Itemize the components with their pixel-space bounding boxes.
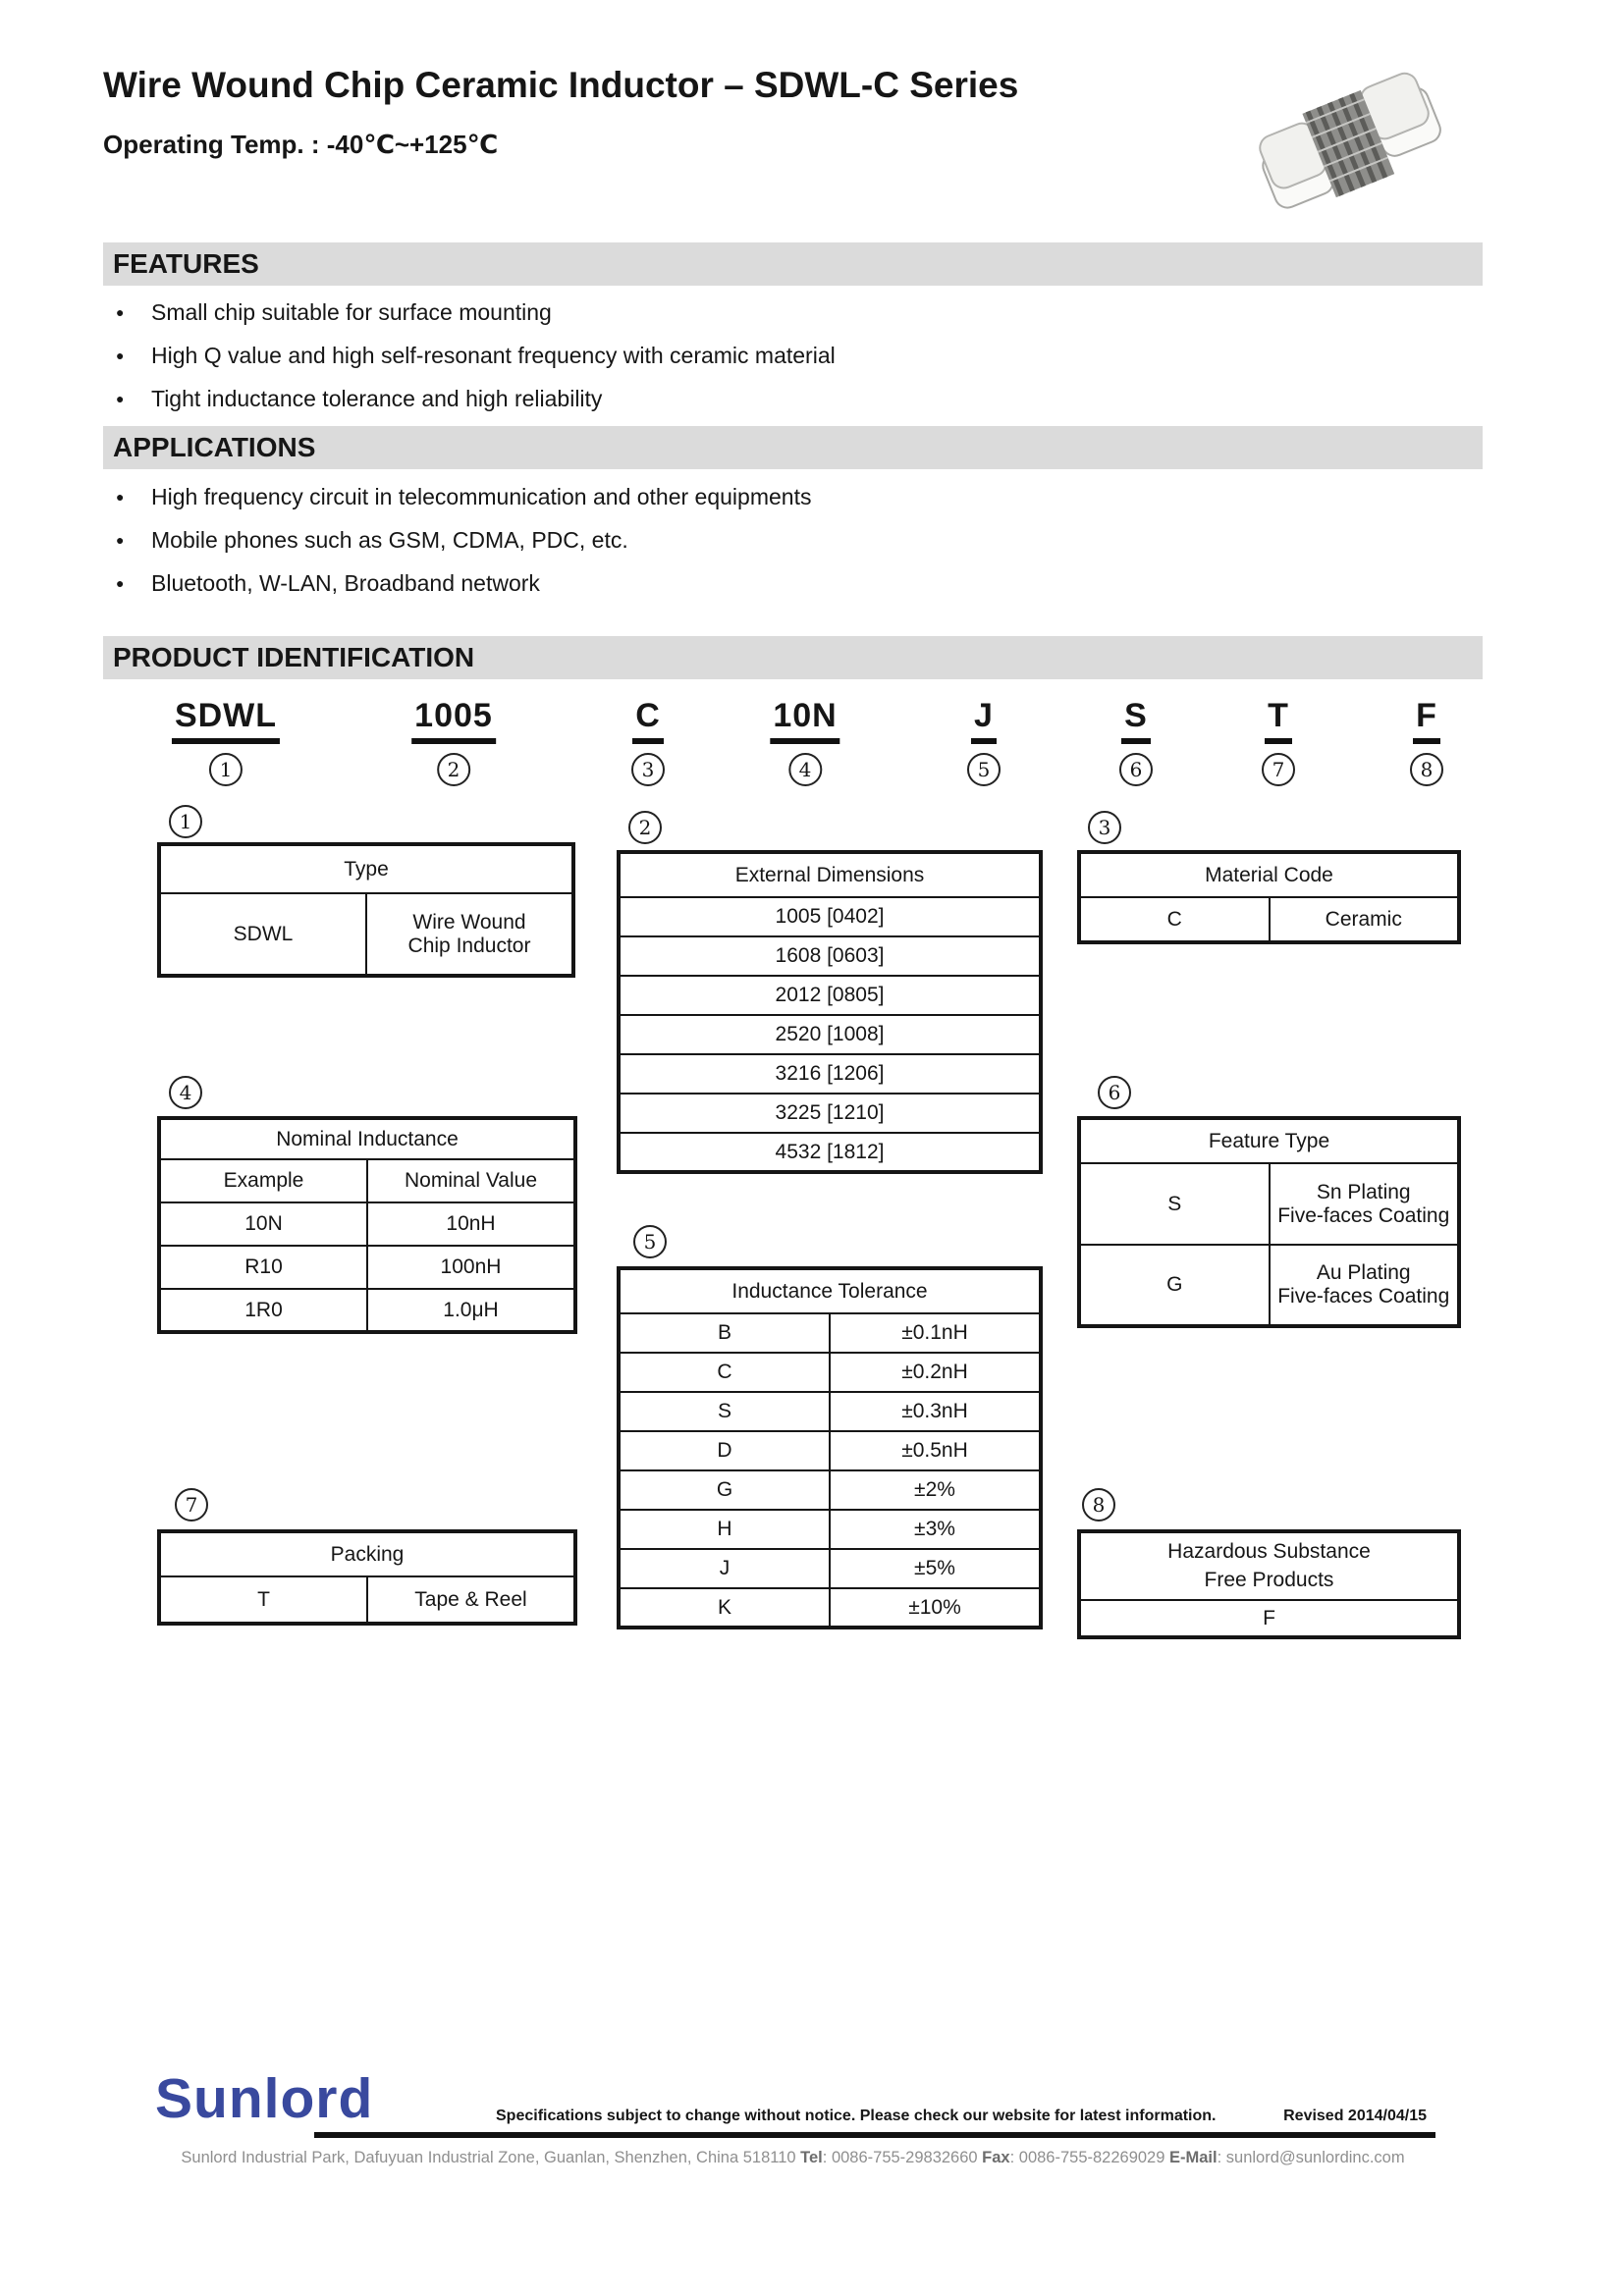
part-code-text: T [1265,697,1292,744]
circled-number: 2 [437,753,470,786]
part-code-segment [631,697,665,786]
circled-number: 8 [1082,1488,1115,1522]
cell: ±3% [830,1510,1041,1549]
part-code-text: SDWL [172,697,280,744]
feature-text: High Q value and high self-resonant frequency with ceramic material [151,342,836,368]
list-item [110,518,811,561]
circled-number: 5 [633,1225,667,1258]
circled-number: 6 [1119,753,1153,786]
circled-number: 7 [1262,753,1295,786]
feature-type-table [1077,1116,1461,1328]
cell: F [1079,1600,1459,1637]
circled-number: 3 [631,753,665,786]
cell: 1.0μH [367,1289,575,1332]
cell: ±0.5nH [830,1431,1041,1470]
cell: SDWL [159,893,366,976]
part-code-segment [1410,697,1443,786]
list-item [110,334,836,377]
tel-label: Tel [800,2149,823,2166]
email-label: E-Mail [1169,2149,1218,2166]
cell: ±5% [830,1549,1041,1588]
table-header: Feature Type [1079,1118,1459,1163]
product-identification-heading: PRODUCT IDENTIFICATION [103,636,1483,679]
circled-number: 1 [209,753,243,786]
cell: C [619,1353,830,1392]
cell: D [619,1431,830,1470]
part-code-text: 1005 [411,697,496,744]
fax-label: Fax [982,2149,1010,2166]
feature-text: Small chip suitable for surface mounting [151,298,552,325]
feature-text: Tight inductance tolerance and high reliability [151,385,603,411]
circled-number: 5 [967,753,1001,786]
list-item [110,291,836,334]
cell: T [159,1576,367,1624]
cell: 100nH [367,1246,575,1289]
cell-line: Sn Plating [1316,1180,1411,1203]
list-item [110,377,836,420]
cell: Ceramic [1270,897,1460,942]
features-list [110,291,836,420]
material-code-table [1077,850,1461,944]
list-item [110,561,811,605]
table-header: Inductance Tolerance [619,1268,1041,1313]
footer-divider [314,2132,1435,2138]
cell [1270,1163,1460,1245]
cell: H [619,1510,830,1549]
cell: 2520 [1008] [619,1015,1041,1054]
cell: R10 [159,1246,367,1289]
applications-list [110,475,811,605]
type-table [157,842,575,978]
circled-number: 2 [628,811,662,844]
cell [1270,1245,1460,1326]
spec-note: Specifications subject to change without notice. Please check our website for latest information. [496,2108,1217,2124]
cell: ±0.3nH [830,1392,1041,1431]
column-header: Example [159,1159,367,1202]
nominal-inductance-table [157,1116,577,1334]
cell-line: Five-faces Coating [1277,1203,1450,1227]
circled-number: 6 [1098,1076,1131,1109]
tel-number: : 0086-755-29832660 [822,2149,983,2166]
part-code-segment [1262,697,1295,786]
table-header: Nominal Inductance [159,1118,575,1159]
cell: K [619,1588,830,1628]
company-address [103,2149,1483,2167]
bullet-icon: ● [116,347,125,363]
column-header: Nominal Value [367,1159,575,1202]
sunlord-logo: Sunlord [155,2067,374,2130]
circled-number: 1 [169,805,202,838]
cell: 3225 [1210] [619,1094,1041,1133]
part-code-segment [172,697,280,786]
cell: 3216 [1206] [619,1054,1041,1094]
cell: G [619,1470,830,1510]
table-header: Packing [159,1531,575,1576]
cell: ±10% [830,1588,1041,1628]
application-text: Bluetooth, W-LAN, Broadband network [151,569,540,596]
part-code-segment [1119,697,1153,786]
table-label [1082,1488,1115,1522]
cell: S [619,1392,830,1431]
part-code-text: C [632,697,664,744]
external-dimensions-table [617,850,1043,1174]
circled-number: 8 [1410,753,1443,786]
part-code-segment [770,697,839,786]
application-text: High frequency circuit in telecommunication and other equipments [151,483,812,509]
header-line: Hazardous Substance [1167,1540,1371,1564]
cell: ±0.1nH [830,1313,1041,1353]
cell: 1R0 [159,1289,367,1332]
bullet-icon: ● [116,304,125,320]
table-label [1098,1076,1131,1109]
part-code-segment [411,697,496,786]
bullet-icon: ● [116,532,125,548]
bullet-icon: ● [116,391,125,406]
cell-line: Au Plating [1316,1261,1411,1284]
bullet-icon: ● [116,489,125,505]
operating-temp: Operating Temp. : -40℃~+125℃ [103,130,499,159]
circled-number: 3 [1088,811,1121,844]
inductor-photo [1255,47,1446,239]
email-address: : sunlord@sunlordinc.com [1217,2149,1405,2166]
part-code-text: J [971,697,997,744]
table-header [1079,1531,1459,1600]
cell: C [1079,897,1270,942]
cell: 4532 [1812] [619,1133,1041,1172]
circled-number: 4 [169,1076,202,1109]
revision-date: Revised 2014/04/15 [1283,2108,1427,2124]
cell: ±2% [830,1470,1041,1510]
cell: Wire Wound Chip Inductor [366,893,573,976]
cell: 2012 [0805] [619,976,1041,1015]
cell: J [619,1549,830,1588]
bullet-icon: ● [116,575,125,591]
cell: 1608 [0603] [619,936,1041,976]
cell: G [1079,1245,1270,1326]
cell: Tape & Reel [367,1576,575,1624]
circled-number: 4 [788,753,822,786]
table-header: Material Code [1079,852,1459,897]
cell: S [1079,1163,1270,1245]
applications-heading: APPLICATIONS [103,426,1483,469]
table-header: External Dimensions [619,852,1041,897]
table-label [1088,811,1121,844]
address-text: Sunlord Industrial Park, Dafuyuan Industrial Zone, Guanlan, Shenzhen, China 518110 [181,2149,801,2166]
table-label [169,1076,202,1109]
footer-note-row [496,2108,1427,2125]
part-code-text: 10N [770,697,839,744]
table-label [628,811,662,844]
part-code-segment [967,697,1001,786]
cell: 1005 [0402] [619,897,1041,936]
packing-table [157,1529,577,1626]
circled-number: 7 [175,1488,208,1522]
list-item [110,475,811,518]
fax-number: : 0086-755-82269029 [1009,2149,1169,2166]
application-text: Mobile phones such as GSM, CDMA, PDC, etc. [151,526,628,553]
cell: 10N [159,1202,367,1246]
table-header: Type [159,844,573,893]
features-heading: FEATURES [103,242,1483,286]
page-title: Wire Wound Chip Ceramic Inductor – SDWL-C Series [103,65,1019,105]
cell: B [619,1313,830,1353]
table-label [169,805,202,838]
part-code-text: F [1413,697,1440,744]
cell: 10nH [367,1202,575,1246]
table-label [633,1225,667,1258]
hazardous-table [1077,1529,1461,1639]
cell: ±0.2nH [830,1353,1041,1392]
cell-line: Five-faces Coating [1277,1285,1450,1308]
part-code-text: S [1121,697,1151,744]
inductance-tolerance-table [617,1266,1043,1629]
table-label [175,1488,208,1522]
header-line: Free Products [1204,1568,1334,1591]
